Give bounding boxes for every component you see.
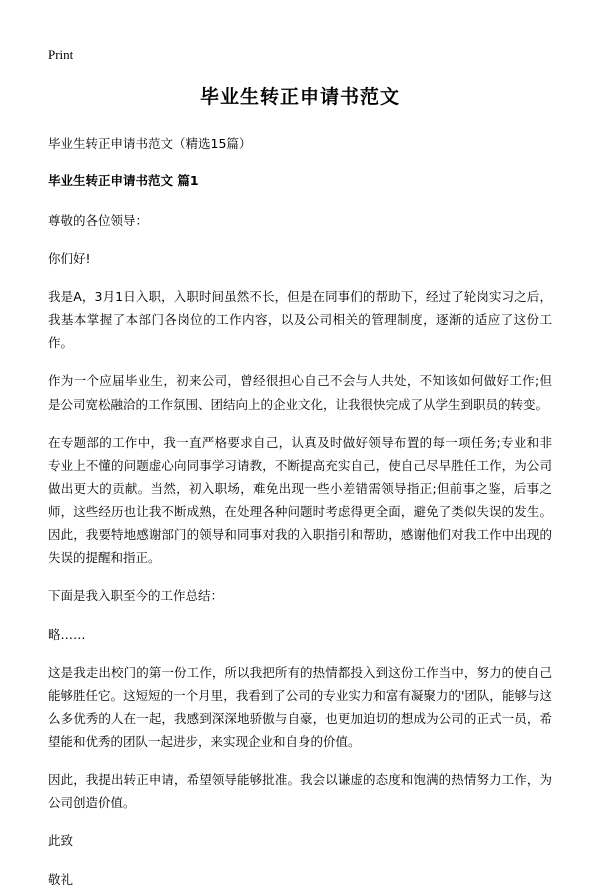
print-button[interactable]: Print [48,47,74,62]
document-body [48,209,552,891]
paragraph: 作为一个应届毕业生，初来公司，曾经很担心自己不会与人共处，不知该如何做好工作;但是公司宽松融洽的工作氛围、团结向上的企业文化，让我很快完成了从学生到职员的转变。 [48,373,552,412]
paragraph: 这是我走出校门的第一份工作，所以我把所有的热情都投入到这份工作当中，努力的使自己能够胜任它。这短短的一个月里，我看到了公司的专业实力和富有凝聚力的'团队，能够与这么多优秀的人在一起，我感到深深地骄傲与自豪，也更加迫切的想成为公司的正式一员，希望能和优秀的团队一起进步，来实现企业和自身的价值。 [48,664,552,750]
paragraph: 我是A，3月1日入职，入职时间虽然不长，但是在同事们的帮助下，经过了轮岗实习之后，我基本掌握了本部门各岗位的工作内容，以及公司相关的管理制度，逐渐的适应了这份工作。 [48,289,552,351]
paragraph: 你们好! [48,250,91,266]
section-heading: 毕业生转正申请书范文 篇1 [48,173,199,189]
paragraph: 尊敬的各位领导： [48,212,149,228]
paragraph: 此致 [48,833,74,849]
document-subtitle: 毕业生转正申请书范文（精选15篇） [48,136,252,152]
paragraph: 敬礼 [48,871,74,887]
page-title: 毕业生转正申请书范文 [199,85,400,108]
paragraph: 下面是我入职至今的工作总结： [48,588,224,604]
paragraph: 略…… [48,626,86,642]
paragraph: 在专题部的工作中，我一直严格要求自己，认真及时做好领导布置的每一项任务;专业和非专业上不懂的问题虚心向同事学习请教，不断提高充实自己，使自己尽早胜任工作，为公司做出更大的贡献。当然，初入职场，难免出现一些小差错需领导指正;但前事之鉴，后事之师，这些经历也让我不断成熟，在处理各种问题时考虑得更全面，避免了类似失误的发生。因此，我要特地感谢部门的领导和同事对我的入职指引和帮助，感谢他们对我工作中出现的失误的提醒和指正。 [48,434,552,566]
paragraph: 因此，我提出转正申请，希望领导能够批准。我会以谦虚的态度和饱满的热情努力工作，为公司创造价值。 [48,772,552,811]
